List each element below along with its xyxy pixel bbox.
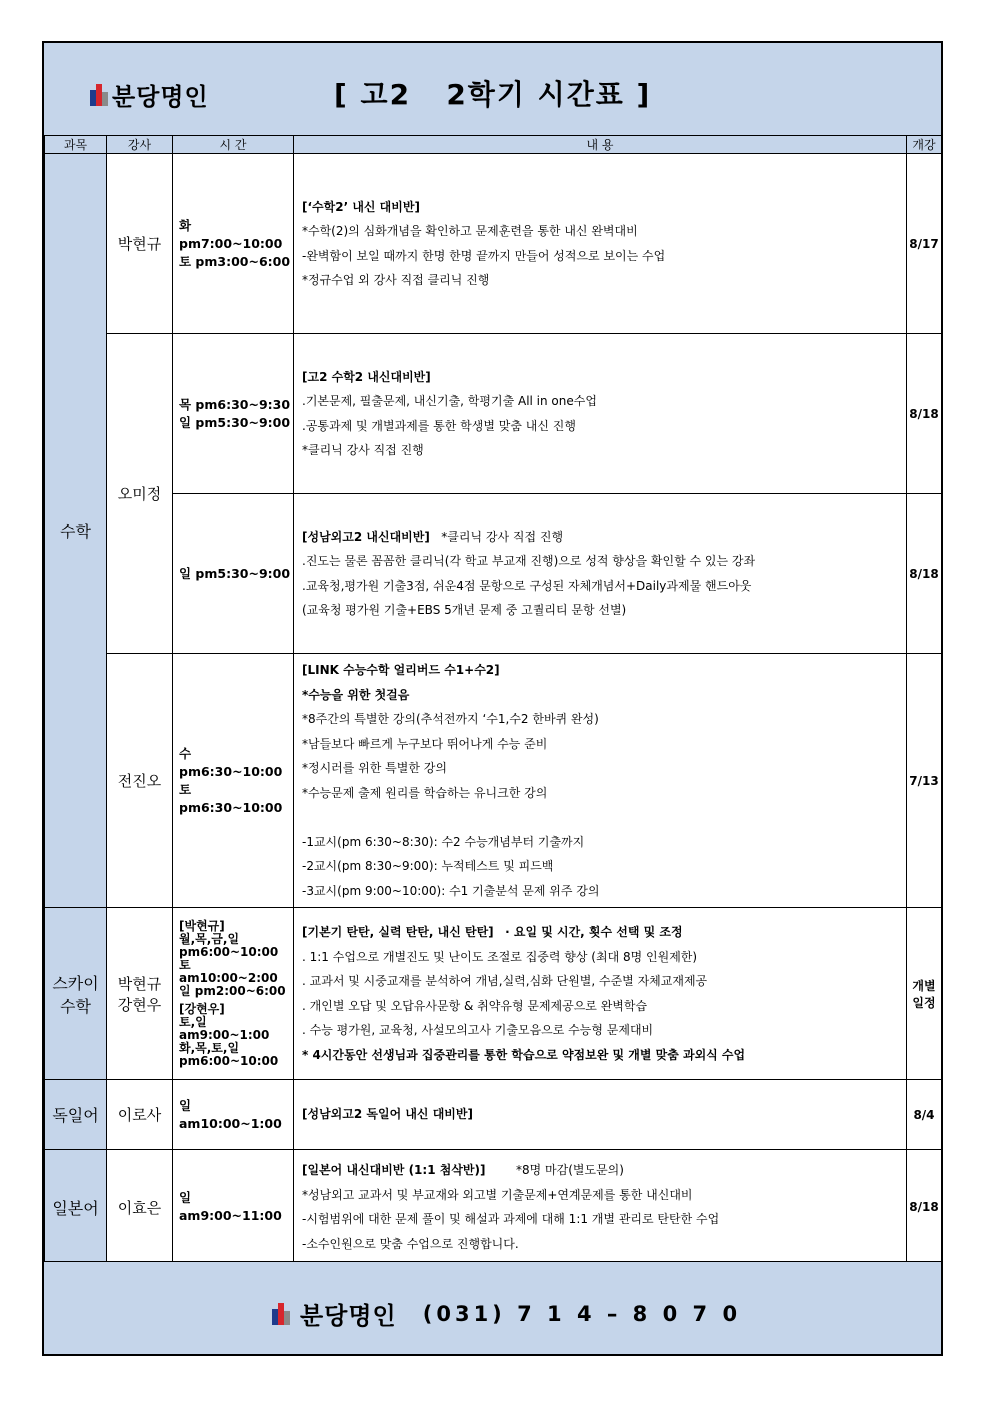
brand-name: 분당명인 [112,83,209,111]
page-title: [ 고2 2학기 시간표 ] [334,78,652,111]
table-row [45,154,942,334]
content-cell: [‘수학2’ 내신 대비반] *수학(2)의 심화개념을 확인하고 문제훈련을 통한 내신 완벽대비 -완벽함이 보일 때까지 한명 한명 끝까지 만들어 성적으로 보이는 수업 *정규수업 외 강사 직접 클리닉 진행 [294,154,907,334]
teacher-cell: 박현규 [107,154,173,334]
timetable [44,135,942,1265]
col-subject: 과목 [45,136,107,154]
time-cell: 수 pm6:30~10:00 토 pm6:30~10:00 [173,654,294,908]
logo-icon [272,1303,290,1325]
content-cell: [일본어 내신대비반 (1:1 첨삭반)] *8명 마감(별도문의) *성남외고 교과서 및 부교재와 외고별 기출문제+연계문제를 통한 내신대비 -시험범위에 대한 문제 풀이 및 해설과 과제에 대해 1:1 개별 관리로 탄탄한 수업 -소수인원으로 맞춤 수업으로 진행합니다. [294,1150,907,1265]
table-header-row [45,136,942,154]
time-cell: 일 am9:00~11:00 [173,1150,294,1265]
table-row [45,1150,942,1265]
open-date: 8/18 [907,494,942,654]
teacher-cell: 오미정 [107,334,173,654]
brand-logo [90,77,209,112]
time-cell: 일 am10:00~1:00 [173,1080,294,1150]
col-teacher: 강사 [107,136,173,154]
open-date: 7/13 [907,654,942,908]
open-date: 8/18 [907,334,942,494]
table-row [45,1080,942,1150]
open-date: 8/18 [907,1150,942,1265]
teacher-cell: 이효은 [107,1150,173,1265]
timetable-page [42,41,943,1356]
content-cell: [성남외고2 내신대비반] *클리닉 강사 직접 진행 .진도는 물론 꼼꼼한 클리닉(각 학교 부교재 진행)으로 성적 향상을 확인할 수 있는 강좌 .교육청,평가원 기출3점, 쉬운4점 문항으로 구성된 자체개념서+Daily과제물 핸드아웃 (교육청 평가원 기출+EBS 5개년 문제 중 고퀄리티 문항 선별) [294,494,907,654]
content-cell: [성남외고2 독일어 내신 대비반] [294,1080,907,1150]
subject-cell: 일본어 [45,1150,107,1265]
open-date: 8/4 [907,1080,942,1150]
content-cell: [기본기 탄탄, 실력 탄탄, 내신 탄탄] · 요일 및 시간, 횟수 선택 및 조정 . 1:1 수업으로 개별진도 및 난이도 조절로 집중력 향상 (최대 8명 인원제한) . 교과서 및 시중교재를 분석하여 개념,실력,심화 단원별, 수준별 자체교재제공 . 개인별 오답 및 오답유사문항 & 취약유형 문제제공으로 완벽학습 . 수능 평가원, 교육청, 사설모의고사 기출모음으로 수능형 문제대비 * 4시간동안 선생님과 집중관리를 통한 학습으로 약점보완 및 개별 맞춤 과외식 수업 [294,908,907,1080]
teacher-cell: 박현규 강현우 [107,908,173,1080]
time-cell: 목 pm6:30~9:30 일 pm5:30~9:00 [173,334,294,494]
open-date: 개별 일정 [907,908,942,1080]
content-cell: [고2 수학2 내신대비반] .기본문제, 필출문제, 내신기출, 학평기출 All in one수업 .공통과제 및 개별과제를 통한 학생별 맞춤 내신 진행 *클리닉 강사 직접 진행 [294,334,907,494]
table-row [45,654,942,908]
teacher-cell: 이로사 [107,1080,173,1150]
footer-brand: 분당명인 [300,1302,397,1330]
table-row [45,334,942,494]
col-content: 내 용 [294,136,907,154]
col-time: 시 간 [173,136,294,154]
subject-cell: 스카이 수학 [45,908,107,1080]
page-footer [44,1261,941,1354]
subject-cell: 독일어 [45,1080,107,1150]
time-cell: [박현규] 월,목,금,일 pm6:00~10:00 토 am10:00~2:00 일 pm2:00~6:00 [강현우] 토,일 am9:00~1:00 화,목,토,일 pm6:00~10:00 [173,908,294,1080]
col-open: 개강 [907,136,942,154]
teacher-cell: 전진오 [107,654,173,908]
phone-number: (031) 7 1 4 – 8 0 7 0 [422,1301,742,1326]
page-header [44,43,941,136]
time-cell: 일 pm5:30~9:00 [173,494,294,654]
content-cell: [LINK 수능수학 얼리버드 수1+수2] *수능을 위한 첫걸음 *8주간의 특별한 강의(추석전까지 ‘수1,수2 한바퀴 완성) *남들보다 빠르게 누구보다 뛰어나게 수능 준비 *정시러를 위한 특별한 강의 *수능문제 출제 원리를 학습하는 유니크한 강의 -1교시(pm 6:30~8:30): 수2 수능개념부터 기출까지 -2교시(pm 8:30~9:00): 누적테스트 및 피드백 -3교시(pm 9:00~10:00): 수1 기출분석 문제 위주 강의 [294,654,907,908]
logo-icon [90,84,108,106]
time-cell: 화 pm7:00~10:00 토 pm3:00~6:00 [173,154,294,334]
subject-cell: 수학 [45,154,107,908]
open-date: 8/17 [907,154,942,334]
table-row [45,908,942,1080]
table-row [45,494,942,654]
